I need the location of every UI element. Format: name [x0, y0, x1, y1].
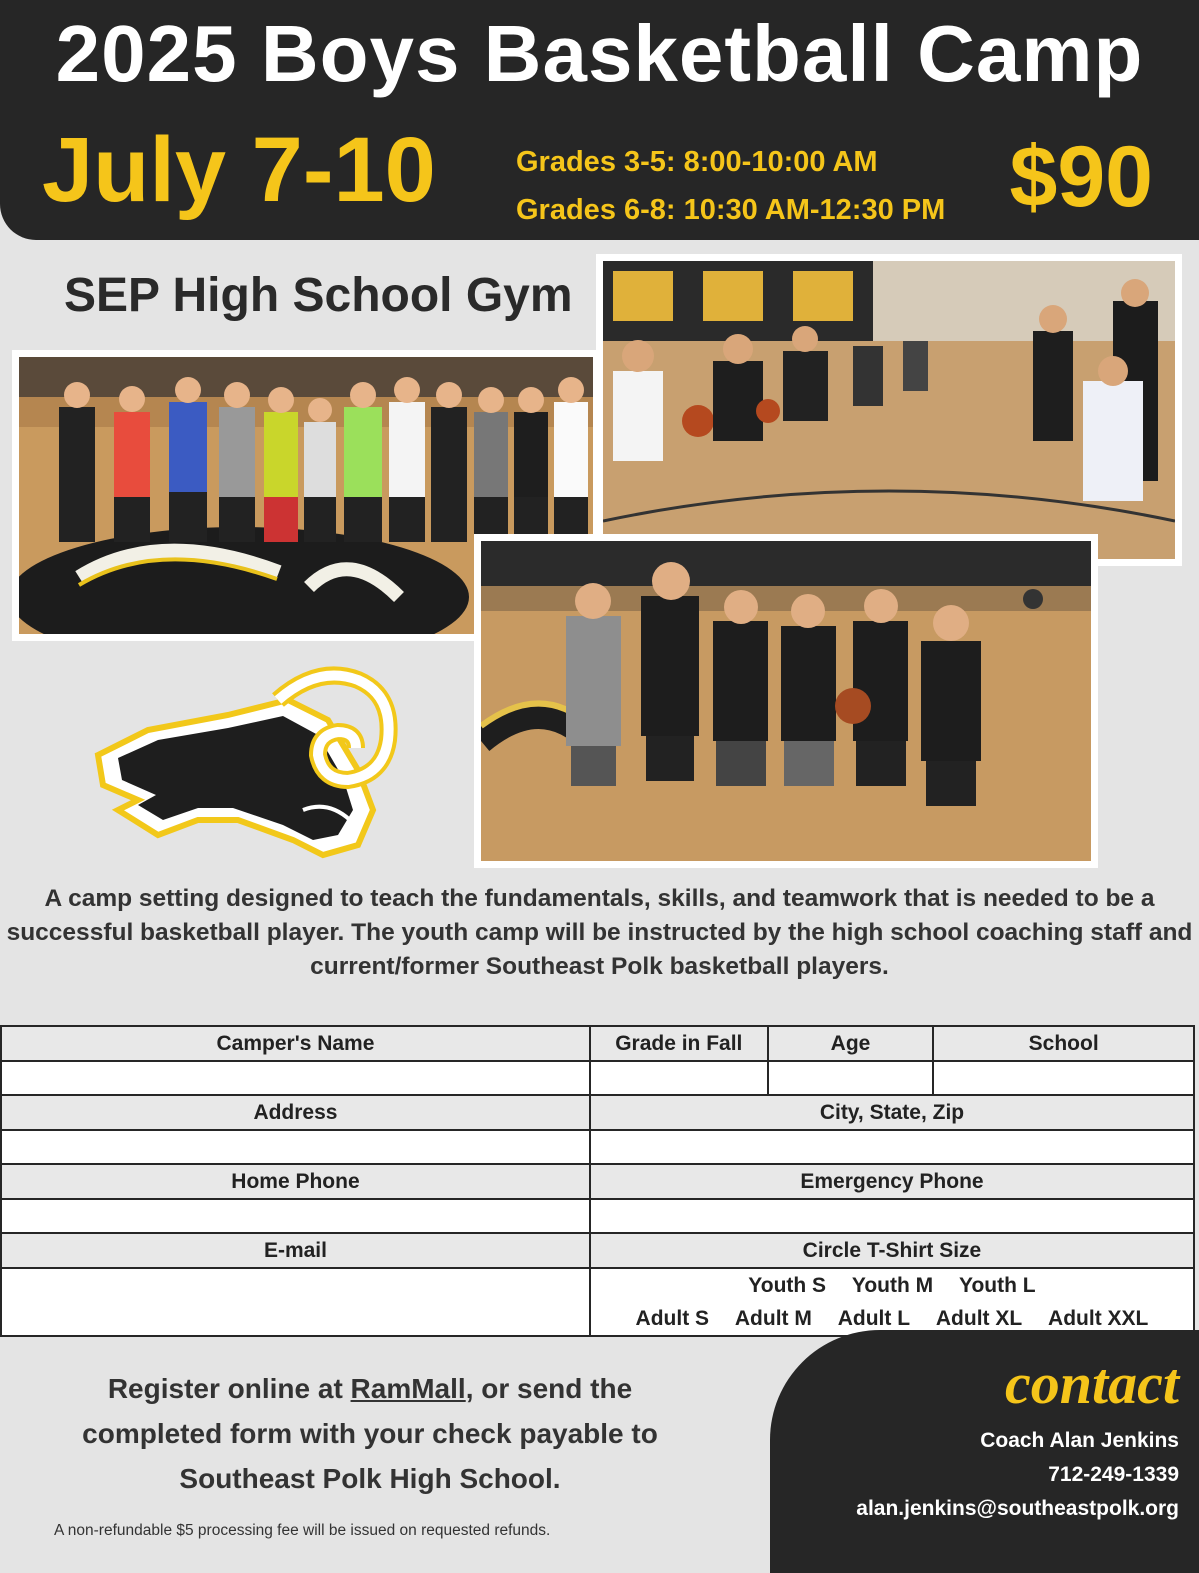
contact-name: Coach Alan Jenkins — [980, 1429, 1179, 1452]
rammall-link[interactable]: RamMall — [350, 1373, 466, 1404]
contact-title: contact — [1005, 1351, 1179, 1416]
grade-label: Grade in Fall — [590, 1026, 768, 1061]
camp-dates: July 7-10 — [42, 119, 436, 221]
email-label: E-mail — [1, 1233, 590, 1268]
school-label: School — [933, 1026, 1194, 1061]
home-phone-field[interactable] — [1, 1199, 590, 1233]
size-youth-m[interactable]: Youth M — [851, 1274, 934, 1297]
registration-form — [0, 1025, 1195, 1337]
emergency-phone-label: Emergency Phone — [590, 1164, 1194, 1199]
register-suffix: , or send the completed form with your check payable to Southeast Polk High School. — [82, 1373, 658, 1494]
register-instructions — [40, 1366, 700, 1501]
venue-title: SEP High School Gym — [64, 269, 573, 322]
size-adult-s[interactable]: Adult S — [635, 1307, 710, 1330]
emergency-phone-field[interactable] — [590, 1199, 1194, 1233]
youth-sizes — [591, 1269, 1193, 1302]
size-adult-l[interactable]: Adult L — [837, 1307, 911, 1330]
email-field[interactable] — [1, 1268, 590, 1336]
size-youth-s[interactable]: Youth S — [748, 1274, 827, 1297]
size-adult-xl[interactable]: Adult XL — [935, 1307, 1023, 1330]
school-field[interactable] — [933, 1061, 1194, 1095]
camp-price: $90 — [1009, 129, 1153, 225]
contact-email[interactable]: alan.jenkins@southeastpolk.org — [856, 1497, 1179, 1520]
campers-name-field[interactable] — [1, 1061, 590, 1095]
session-grades-3-5: Grades 3-5: 8:00-10:00 AM — [516, 146, 878, 178]
session-grades-6-8: Grades 6-8: 10:30 AM-12:30 PM — [516, 194, 946, 226]
contact-details — [856, 1424, 1179, 1526]
tshirt-label: Circle T-Shirt Size — [590, 1233, 1194, 1268]
drill-photo — [596, 254, 1182, 566]
age-field[interactable] — [768, 1061, 934, 1095]
city-state-zip-label: City, State, Zip — [590, 1095, 1194, 1130]
campers-name-label: Camper's Name — [1, 1026, 590, 1061]
header-banner — [0, 0, 1199, 240]
size-adult-m[interactable]: Adult M — [734, 1307, 812, 1330]
ram-logo — [88, 660, 410, 860]
group-photo-2 — [474, 534, 1098, 868]
camp-description: A camp setting designed to teach the fundamentals, skills, and teamwork that is needed to be a successful basketball player. The youth camp will be instructed by the high school coaching staff and current/former Southeast Polk basketball players. — [6, 885, 1193, 980]
address-label: Address — [1, 1095, 590, 1130]
contact-phone[interactable]: 712-249-1339 — [1048, 1463, 1179, 1486]
age-label: Age — [768, 1026, 934, 1061]
size-youth-l[interactable]: Youth L — [959, 1274, 1036, 1297]
session-times — [516, 138, 945, 234]
home-phone-label: Home Phone — [1, 1164, 590, 1199]
register-prefix: Register online at — [107, 1373, 343, 1404]
address-field[interactable] — [1, 1130, 590, 1164]
grade-field[interactable] — [590, 1061, 768, 1095]
camp-title: 2025 Boys Basketball Camp — [55, 9, 1144, 98]
size-adult-xxl[interactable]: Adult XXL — [1048, 1307, 1149, 1330]
tshirt-size-options — [590, 1268, 1194, 1336]
refund-fee-note: A non-refundable $5 processing fee will be issued on requested refunds. — [54, 1522, 551, 1539]
city-state-zip-field[interactable] — [590, 1130, 1194, 1164]
